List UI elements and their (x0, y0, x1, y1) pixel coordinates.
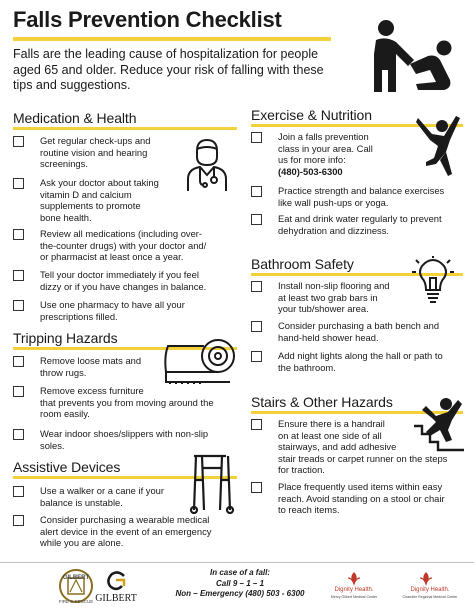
emergency-number[interactable]: Call 9 – 1 – 1 (215, 578, 265, 588)
checkbox[interactable] (13, 429, 24, 440)
checklist-item[interactable] (251, 131, 373, 177)
section-heading-medication: Medication & Health (13, 110, 137, 126)
checkbox[interactable] (13, 486, 24, 497)
checkbox[interactable] (251, 281, 262, 292)
non-emergency-number[interactable]: Non – Emergency (480) 503 - 6300 (175, 589, 305, 598)
section-heading-assistive: Assistive Devices (13, 459, 121, 475)
dignity-health-chandler-subtext: Chandler Regional Medical Center (402, 595, 458, 599)
intro-line: tips and suggestions. (13, 78, 131, 92)
title-underline (13, 37, 331, 41)
checklist-item[interactable] (13, 385, 214, 420)
item-text: Consider purchasing a wearable medical alert device in the event of an emergency while you are alone. (40, 514, 212, 549)
checklist-item[interactable] (13, 428, 208, 451)
intro-line: aged 65 and older. Reduce your risk of falling with these (13, 62, 324, 77)
checkbox[interactable] (251, 321, 262, 332)
section-heading-exercise: Exercise & Nutrition (251, 107, 372, 123)
rolled-rug-icon (160, 336, 236, 384)
doctor-icon (184, 137, 230, 193)
checklist-item[interactable] (251, 213, 442, 236)
item-text: Practice strength and balance exercises like wall push-ups or yoga. (278, 185, 445, 208)
item-text: Remove excess furniture that prevents you from moving around the room easily. (40, 385, 214, 420)
light-bulb-icon (410, 256, 456, 304)
item-text: Add night lights along the hall or path to the bathroom. (278, 350, 443, 373)
checklist-item[interactable] (251, 350, 443, 373)
checklist-item[interactable] (13, 514, 211, 549)
checklist-item[interactable] (13, 228, 206, 263)
checklist-item[interactable] (13, 135, 150, 170)
item-text: Remove loose mats and throw rugs. (40, 355, 142, 378)
gilbert-fire-logo-subtext: FIRE & RESCUE (58, 599, 94, 604)
phone-number[interactable]: (480)-503-6300 (278, 165, 343, 177)
dignity-health-mercy-subtext: Mercy Gilbert Medical Center (330, 595, 378, 599)
item-text: Wear indoor shoes/slippers with non-slip soles. (40, 428, 209, 451)
checklist-item[interactable] (251, 481, 445, 516)
falling-on-stairs-icon (412, 396, 466, 452)
item-text: Place frequently used items within easy reach. Avoid standing on a stool or chair to reach items. (278, 481, 445, 516)
section-underline (13, 127, 237, 130)
item-text: Get regular check-ups and routine vision and hearing screenings. (40, 135, 151, 170)
checklist-item[interactable] (13, 177, 159, 223)
dignity-health-mercy-logo-text: Dignity Health. (334, 587, 374, 593)
item-text: Review all medications (including over- the-counter drugs) with your doctor and/ or pharmacist at least once a year. (40, 228, 207, 263)
checkbox[interactable] (251, 132, 262, 143)
checkbox[interactable] (251, 482, 262, 493)
section-heading-bathroom: Bathroom Safety (251, 256, 354, 272)
section-heading-stairs: Stairs & Other Hazards (251, 394, 393, 410)
intro-text (13, 47, 343, 94)
item-text: Consider purchasing a bath bench and hand-held shower head. (278, 320, 440, 343)
checkbox[interactable] (13, 136, 24, 147)
dignity-health-logo-mark (346, 570, 362, 586)
page-title: Falls Prevention Checklist (13, 7, 282, 32)
gilbert-logo-text: GILBERT (95, 593, 137, 604)
checklist-item[interactable] (251, 185, 444, 208)
checkbox[interactable] (13, 356, 24, 367)
intro-line: Falls are the leading cause of hospitalization for people (13, 47, 319, 61)
checkbox[interactable] (251, 351, 262, 362)
checklist-item[interactable] (13, 269, 206, 292)
gilbert-fire-logo-text: GILBERT (62, 575, 90, 581)
checklist-item[interactable] (251, 320, 439, 343)
item-text: Eat and drink water regularly to prevent dehydration and dizziness. (278, 213, 442, 236)
gilbert-logo-mark (104, 568, 128, 592)
emergency-heading: In case of a fall: (209, 568, 271, 577)
checklist-item[interactable] (13, 299, 185, 322)
walker-icon (186, 452, 236, 514)
item-text: Ensure there is a handrail on at least one side of all stairways, and add adhesive stair treads or carpet runner on the steps for traction. (278, 418, 448, 476)
emergency-info (160, 568, 320, 600)
item-text: Use one pharmacy to have all your prescriptions filled. (40, 299, 185, 322)
dignity-health-chandler-logo-text: Dignity Health. (410, 587, 450, 593)
yoga-pose-icon (412, 112, 466, 178)
item-text: Join a falls prevention class in your area. Call us for more info: (480)-503-6300 (278, 131, 373, 177)
checkbox[interactable] (251, 419, 262, 430)
checkbox[interactable] (13, 178, 24, 189)
item-text: Ask your doctor about taking vitamin D and calcium supplements to promote bone health. (40, 177, 159, 223)
checkbox[interactable] (13, 386, 24, 397)
checklist-item[interactable] (251, 280, 390, 315)
checkbox[interactable] (13, 229, 24, 240)
checkbox[interactable] (13, 300, 24, 311)
checkbox[interactable] (13, 270, 24, 281)
item-text: Use a walker or a cane if your balance is unstable. (40, 485, 165, 508)
checklist-item[interactable] (13, 485, 164, 508)
section-heading-tripping: Tripping Hazards (13, 330, 118, 346)
footer-divider (0, 562, 474, 563)
checklist-item[interactable] (13, 355, 141, 378)
checkbox[interactable] (13, 515, 24, 526)
checkbox[interactable] (251, 186, 262, 197)
checkbox[interactable] (251, 214, 262, 225)
item-text: Tell your doctor immediately if you feel dizzy or if you have changes in balance. (40, 269, 207, 292)
helping-person-up-icon (362, 18, 462, 94)
dignity-health-logo-mark (418, 570, 434, 586)
item-text: Install non-slip flooring and at least two grab bars in your tub/shower area. (278, 280, 390, 315)
